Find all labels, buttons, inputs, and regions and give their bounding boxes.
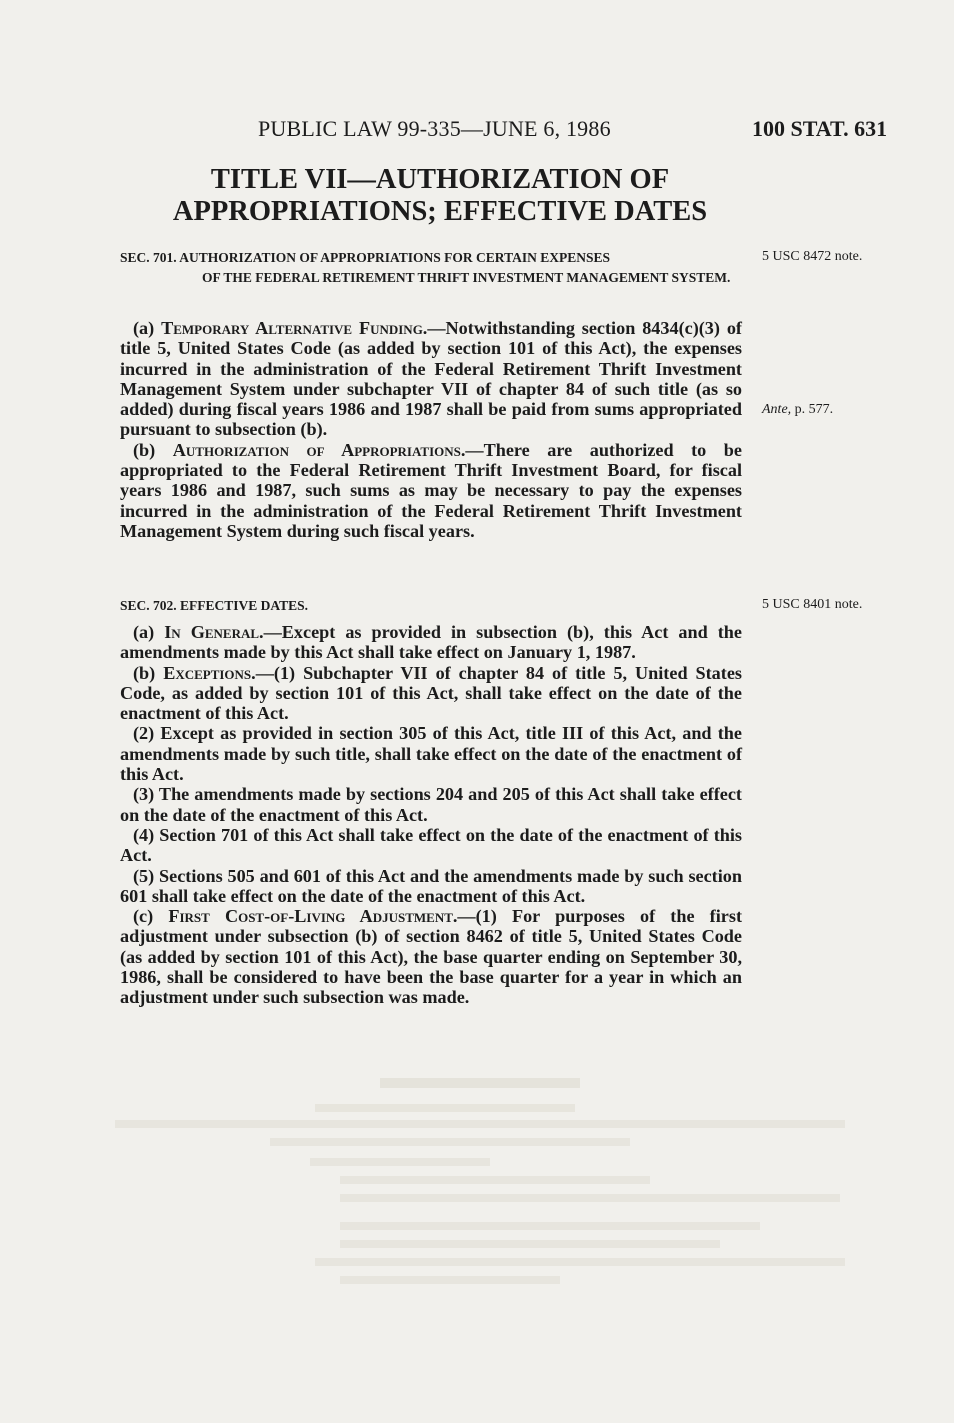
margin-note-5usc8472: 5 USC 8472 note. <box>762 249 863 264</box>
section-701-heading-line2: OF THE FEDERAL RETIREMENT THRIFT INVESTMENT MANAGEMENT SYSTEM. <box>202 270 731 285</box>
subsection-a-label: (a) <box>133 318 162 338</box>
section-702-heading: SEC. 702. EFFECTIVE DATES. <box>120 598 309 613</box>
subsection-a-text: —Notwithstanding section 8434(c)(3) of title 5, United States Code (as added by section 101 of this Act), the expenses incurred in the administration of the Federal Retirement Thrift Investment Management System under subchapter VII of chapter 84 of such title (as so added) during fiscal years 1986 and 1987 shall be paid from sums appropriated pursuant to subsection (b). <box>120 318 742 440</box>
margin-note-ante <box>762 402 833 418</box>
section-702-body <box>120 622 742 1008</box>
section-701-heading <box>120 248 742 288</box>
subsection-a-label: (a) <box>133 622 165 642</box>
subsection-a-text: —Except as provided in subsection (b), this Act and the amendments made by this Act shall take effect on January 1, 1987. <box>120 622 742 663</box>
section-701-heading-line1: SEC. 701. AUTHORIZATION OF APPROPRIATIONS FOR CERTAIN EXPENSES <box>120 250 610 265</box>
subsection-b-text: —(1) Subchapter VII of chapter 84 of title 5, United States Code, as added by section 101 of this Act, shall take effect on the date of the enactment of this Act. <box>120 662 742 724</box>
subsection-c-label: (c) <box>133 906 169 927</box>
title-heading <box>120 164 760 228</box>
section-701-body <box>120 318 742 541</box>
title-line-1: TITLE VII—AUTHORIZATION OF <box>210 164 670 195</box>
section-702-subsection-a <box>120 622 742 663</box>
subsection-b-caption: Exceptions. <box>163 662 256 683</box>
title-line-2: APPROPRIATIONS; EFFECTIVE DATES <box>172 196 708 227</box>
section-702-paragraph-2: (2) Except as provided in section 305 of this Act, title III of this Act, and the amendments made by such title, shall take effect on the date of the enactment of this Act. <box>120 723 742 785</box>
subsection-a-caption: In General. <box>164 622 264 642</box>
margin-note-ante-page: p. 577. <box>791 402 834 417</box>
subsection-c-caption: First Cost-of-Living Adjustment. <box>168 906 458 927</box>
page-stat-number: 100 STAT. 631 <box>752 116 888 141</box>
subsection-b-text: —There are authorized to be appropriated to the Federal Retirement Thrift Investment Board, for fiscal years 1986 and 1987, such sums as may be necessary to pay the expenses incurred in the administration of the Federal Retirement Thrift Investment Management System during such fiscal years. <box>120 439 742 541</box>
subsection-b-label: (b) <box>133 439 173 460</box>
section-702-paragraph-5: (5) Sections 505 and 601 of this Act and the amendments made by such section 601 shall take effect on the date of the enactment of this Act. <box>120 865 742 906</box>
section-701-subsection-a <box>120 318 742 440</box>
running-header-law-date: PUBLIC LAW 99-335—JUNE 6, 1986 <box>258 116 611 141</box>
subsection-b-caption: Authorization of Appropriations. <box>172 439 466 460</box>
margin-note-ante-italic: Ante, <box>762 402 792 417</box>
section-702-paragraph-4: (4) Section 701 of this Act shall take effect on the date of the enactment of this Act. <box>120 824 742 866</box>
section-702-paragraph-3: (3) The amendments made by sections 204 and 205 of this Act shall take effect on the date of the enactment of this Act. <box>120 784 742 825</box>
margin-note-5usc8401: 5 USC 8401 note. <box>762 597 863 612</box>
section-701-subsection-b <box>120 440 742 541</box>
subsection-a-caption: Temporary Alternative Funding. <box>161 318 428 338</box>
section-702-subsection-c <box>120 906 742 1007</box>
subsection-b-label: (b) <box>133 662 164 683</box>
section-702-subsection-b <box>120 663 742 724</box>
subsection-c-text: —(1) For purposes of the first adjustment under subsection (b) of section 8462 of title 5, United States Code (as added by section 101 of this Act), the base quarter ending on September 30, 1986, shall be considered to have been the base quarter for a year in which an adjustment under such subsection was made. <box>120 906 742 1008</box>
